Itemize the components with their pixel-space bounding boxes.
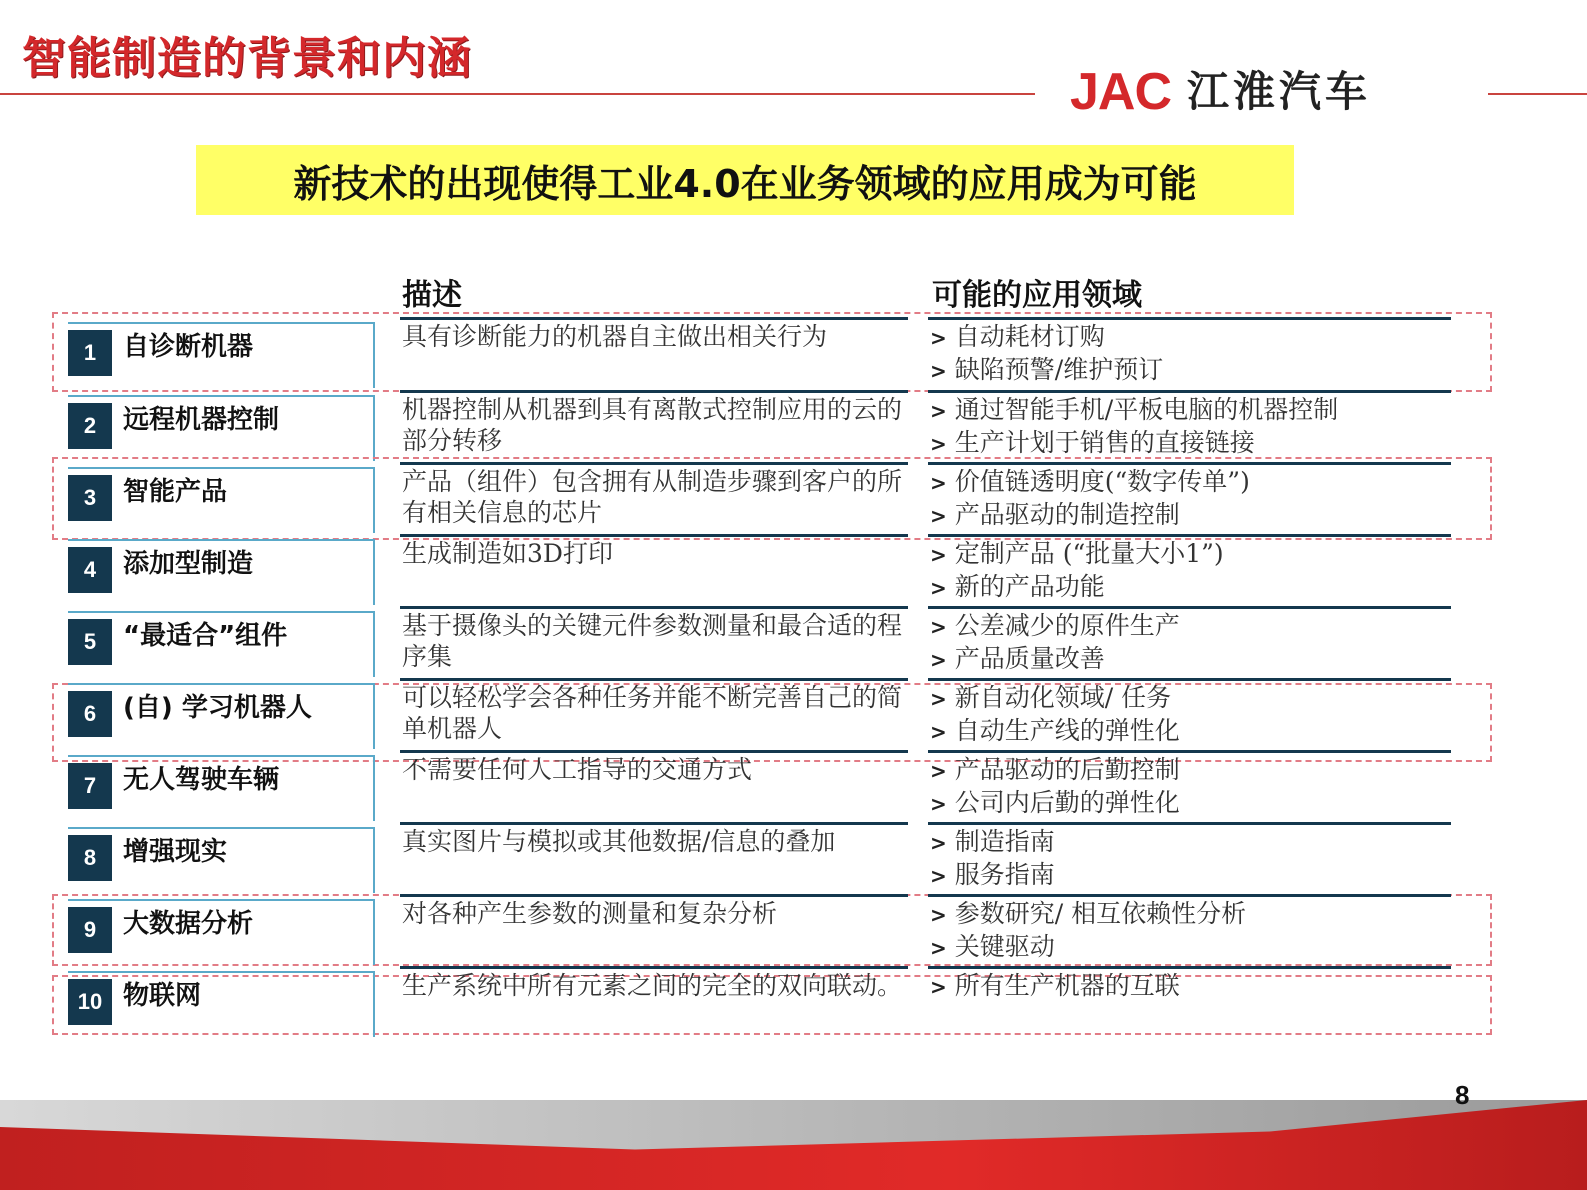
row-technology-name: 自诊断机器: [123, 332, 254, 362]
application-item: [930, 970, 1450, 1003]
chevron-right-icon: >: [930, 759, 947, 783]
logo-latin: JAC: [1070, 63, 1172, 121]
logo-chinese: 江淮汽车: [1187, 67, 1372, 116]
row-name-divider: [373, 539, 375, 605]
row-apps-rule: [928, 750, 1451, 753]
application-text: 制造指南: [954, 827, 1055, 856]
row-number-badge: 7: [68, 763, 112, 809]
row-number-badge: 3: [68, 475, 112, 521]
row-number-badge: 5: [68, 619, 112, 665]
row-description: 生产系统中所有元素之间的完全的双向联动。: [402, 971, 903, 1000]
row-name-rule: [68, 971, 375, 973]
row-name-divider: [373, 395, 375, 461]
application-text: 缺陷预警/维护预订: [954, 355, 1164, 384]
table-end-rule: [68, 1035, 375, 1037]
application-item: [930, 466, 1450, 499]
row-name-rule: [68, 755, 375, 757]
application-text: 公司内后勤的弹性化: [954, 788, 1180, 817]
chevron-right-icon: >: [930, 975, 947, 999]
column-header-applications: 可能的应用领域: [932, 278, 1142, 313]
row-applications: [930, 610, 1450, 676]
application-item: [930, 538, 1450, 571]
row-technology-name: 远程机器控制: [123, 405, 280, 435]
row-name-rule: [68, 467, 375, 469]
chevron-right-icon: >: [930, 831, 947, 855]
row-applications: [930, 538, 1450, 604]
row-name-rule: [68, 395, 375, 397]
chevron-right-icon: >: [930, 432, 947, 456]
row-apps-rule: [928, 317, 1451, 320]
row-technology-name: 无人驾驶车辆: [123, 765, 280, 795]
row-number-badge: 1: [68, 330, 112, 376]
row-apps-rule: [928, 678, 1451, 681]
chevron-right-icon: >: [930, 720, 947, 744]
row-applications: [930, 682, 1450, 748]
chevron-right-icon: >: [930, 504, 947, 528]
application-item: [930, 610, 1450, 643]
application-item: [930, 499, 1450, 532]
chevron-right-icon: >: [930, 687, 947, 711]
application-text: 产品质量改善: [954, 644, 1105, 673]
application-text: 产品驱动的制造控制: [954, 500, 1180, 529]
row-apps-rule: [928, 894, 1451, 897]
row-name-rule: [68, 322, 375, 324]
row-name-rule: [68, 899, 375, 901]
application-item: [930, 643, 1450, 676]
row-description: 不需要任何人工指导的交通方式: [402, 755, 753, 784]
headline-banner: [196, 145, 1294, 215]
application-text: 关键驱动: [954, 932, 1055, 961]
row-desc-rule: [400, 390, 908, 393]
application-item: [930, 394, 1450, 427]
row-name-rule: [68, 611, 375, 613]
row-applications: [930, 394, 1450, 460]
page-number: 8: [1455, 1080, 1470, 1110]
chevron-right-icon: >: [930, 648, 947, 672]
row-apps-rule: [928, 966, 1451, 969]
application-item: [930, 787, 1450, 820]
application-item: [930, 321, 1450, 354]
row-number-badge: 8: [68, 835, 112, 881]
row-technology-name: 添加型制造: [123, 549, 254, 579]
application-text: 自动耗材订购: [954, 322, 1105, 351]
row-description: 真实图片与模拟或其他数据/信息的叠加: [402, 827, 836, 856]
chevron-right-icon: >: [930, 615, 947, 639]
slide-title: 智能制造的背景和内涵: [22, 33, 472, 84]
headline-text: 新技术的出现使得工业4.0在业务领域的应用成为可能: [293, 161, 1197, 206]
row-apps-rule: [928, 390, 1451, 393]
row-desc-rule: [400, 534, 908, 537]
row-description: 可以轻松学会各种任务并能不断完善自己的简单机器人: [402, 683, 903, 743]
row-desc-rule: [400, 462, 908, 465]
application-item: [930, 427, 1450, 460]
chevron-right-icon: >: [930, 543, 947, 567]
row-number-badge: 6: [68, 691, 112, 737]
application-item: [930, 354, 1450, 387]
column-header-description: 描述: [402, 278, 462, 313]
row-description: 对各种产生参数的测量和复杂分析: [402, 899, 778, 928]
application-text: 通过智能手机/平板电脑的机器控制: [954, 395, 1339, 424]
row-name-divider: [373, 971, 375, 1037]
row-technology-name: 物联网: [123, 981, 202, 1011]
chevron-right-icon: >: [930, 792, 947, 816]
row-name-divider: [373, 683, 375, 749]
chevron-right-icon: >: [930, 471, 947, 495]
application-item: [930, 898, 1450, 931]
row-number-badge: 4: [68, 547, 112, 593]
row-apps-rule: [928, 462, 1451, 465]
row-name-divider: [373, 611, 375, 677]
row-applications: [930, 466, 1450, 532]
row-apps-rule: [928, 606, 1451, 609]
application-text: 产品驱动的后勤控制: [954, 755, 1180, 784]
application-item: [930, 859, 1450, 892]
application-item: [930, 754, 1450, 787]
chevron-right-icon: >: [930, 576, 947, 600]
row-name-divider: [373, 827, 375, 893]
row-technology-name: 大数据分析: [123, 909, 254, 939]
row-desc-rule: [400, 750, 908, 753]
row-name-rule: [68, 539, 375, 541]
application-text: 服务指南: [954, 860, 1055, 889]
chevron-right-icon: >: [930, 936, 947, 960]
application-text: 新自动化领域/ 任务: [954, 683, 1172, 712]
row-applications: [930, 321, 1450, 387]
title-rule-right: [1488, 93, 1587, 95]
row-desc-rule: [400, 678, 908, 681]
row-name-rule: [68, 683, 375, 685]
application-item: [930, 826, 1450, 859]
application-text: 自动生产线的弹性化: [954, 716, 1180, 745]
chevron-right-icon: >: [930, 359, 947, 383]
row-desc-rule: [400, 822, 908, 825]
row-technology-name: 增强现实: [123, 837, 228, 867]
row-number-badge: 9: [68, 907, 112, 953]
chevron-right-icon: >: [930, 399, 947, 423]
application-text: 生产计划于销售的直接链接: [954, 428, 1255, 457]
application-text: 价值链透明度(“数字传单”): [954, 467, 1250, 496]
row-applications: [930, 898, 1450, 964]
application-item: [930, 571, 1450, 604]
row-description: 具有诊断能力的机器自主做出相关行为: [402, 322, 828, 351]
row-applications: [930, 970, 1450, 1003]
application-text: 新的产品功能: [954, 572, 1105, 601]
chevron-right-icon: >: [930, 903, 947, 927]
row-name-rule: [68, 827, 375, 829]
row-desc-rule: [400, 966, 908, 969]
row-description: 基于摄像头的关键元件参数测量和最合适的程序集: [402, 611, 903, 671]
row-number-badge: 10: [68, 979, 112, 1025]
row-name-divider: [373, 899, 375, 965]
row-apps-rule: [928, 822, 1451, 825]
row-apps-rule: [928, 534, 1451, 537]
application-text: 所有生产机器的互联: [954, 971, 1180, 1000]
row-applications: [930, 754, 1450, 820]
row-name-divider: [373, 322, 375, 388]
application-text: 定制产品 (“批量大小1”): [954, 539, 1224, 568]
title-rule: [0, 93, 1035, 95]
row-technology-name: “最适合”组件: [123, 621, 288, 651]
jac-logo: [1070, 64, 1371, 120]
row-number-badge: 2: [68, 403, 112, 449]
application-text: 公差减少的原件生产: [954, 611, 1180, 640]
row-description: 机器控制从机器到具有离散式控制应用的云的部分转移: [402, 395, 903, 455]
row-technology-name: 智能产品: [123, 477, 228, 507]
row-desc-rule: [400, 606, 908, 609]
row-applications: [930, 826, 1450, 892]
row-desc-rule: [400, 317, 908, 320]
row-description: 生成制造如3D打印: [402, 539, 613, 568]
application-item: [930, 682, 1450, 715]
row-name-divider: [373, 467, 375, 533]
application-text: 参数研究/ 相互依赖性分析: [954, 899, 1247, 928]
application-item: [930, 931, 1450, 964]
row-name-divider: [373, 755, 375, 821]
chevron-right-icon: >: [930, 864, 947, 888]
chevron-right-icon: >: [930, 326, 947, 350]
row-desc-rule: [400, 894, 908, 897]
row-technology-name: (自) 学习机器人: [123, 693, 312, 723]
row-description: 产品（组件）包含拥有从制造步骤到客户的所有相关信息的芯片: [402, 467, 903, 527]
application-item: [930, 715, 1450, 748]
